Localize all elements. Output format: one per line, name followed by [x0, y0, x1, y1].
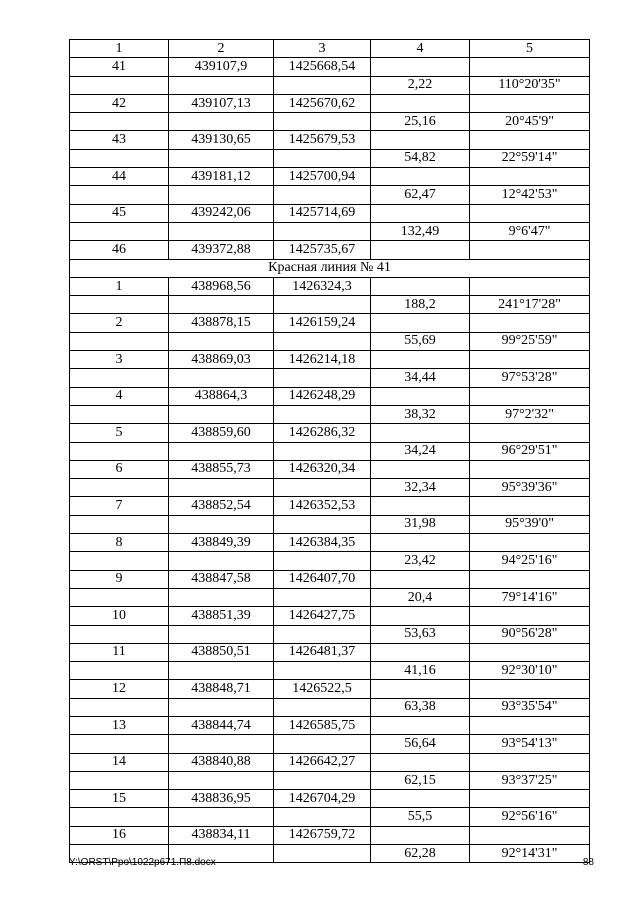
- x-coordinate-cell: 439107,9: [169, 58, 274, 76]
- x-coordinate-cell: [169, 76, 274, 94]
- y-coordinate-cell: [274, 588, 371, 606]
- x-coordinate-cell: 438851,39: [169, 607, 274, 625]
- x-coordinate-cell: [169, 149, 274, 167]
- point-number-cell: 1: [70, 277, 169, 295]
- point-number-cell: [70, 369, 169, 387]
- table-row: [70, 351, 590, 369]
- table-row: [70, 662, 590, 680]
- point-number-cell: [70, 149, 169, 167]
- x-coordinate-cell: 439372,88: [169, 241, 274, 259]
- length-cell: 25,16: [371, 113, 470, 131]
- y-coordinate-cell: [274, 771, 371, 789]
- table-row: [70, 515, 590, 533]
- length-cell: [371, 277, 470, 295]
- point-number-cell: 6: [70, 460, 169, 478]
- direction-angle-cell: 241°17'28": [470, 296, 590, 314]
- length-cell: [371, 424, 470, 442]
- length-cell: [371, 204, 470, 222]
- y-coordinate-cell: 1426248,29: [274, 387, 371, 405]
- y-coordinate-cell: 1426481,37: [274, 643, 371, 661]
- length-cell: 23,42: [371, 552, 470, 570]
- direction-angle-cell: 92°56'16": [470, 808, 590, 826]
- direction-angle-cell: 22°59'14": [470, 149, 590, 167]
- x-coordinate-cell: [169, 735, 274, 753]
- y-coordinate-cell: [274, 405, 371, 423]
- direction-angle-cell: [470, 58, 590, 76]
- table-row: [70, 204, 590, 222]
- footer-page-number: 88: [582, 857, 594, 868]
- length-cell: [371, 534, 470, 552]
- table-row: [70, 808, 590, 826]
- point-number-cell: [70, 222, 169, 240]
- x-coordinate-cell: 438968,56: [169, 277, 274, 295]
- table-row: [70, 387, 590, 405]
- x-coordinate-cell: [169, 369, 274, 387]
- direction-angle-cell: [470, 570, 590, 588]
- direction-angle-cell: 92°14'31": [470, 845, 590, 863]
- length-cell: [371, 131, 470, 149]
- table-row: [70, 241, 590, 259]
- x-coordinate-cell: 438852,54: [169, 497, 274, 515]
- x-coordinate-cell: 439242,06: [169, 204, 274, 222]
- y-coordinate-cell: 1425679,53: [274, 131, 371, 149]
- table-row: [70, 76, 590, 94]
- x-coordinate-cell: 438878,15: [169, 314, 274, 332]
- point-number-cell: [70, 515, 169, 533]
- length-cell: [371, 168, 470, 186]
- point-number-cell: 10: [70, 607, 169, 625]
- length-cell: [371, 314, 470, 332]
- direction-angle-cell: [470, 387, 590, 405]
- table-row: [70, 607, 590, 625]
- y-coordinate-cell: 1426324,3: [274, 277, 371, 295]
- point-number-cell: [70, 479, 169, 497]
- point-number-cell: 11: [70, 643, 169, 661]
- direction-angle-cell: [470, 314, 590, 332]
- point-number-cell: 43: [70, 131, 169, 149]
- direction-angle-cell: 97°53'28": [470, 369, 590, 387]
- direction-angle-cell: [470, 131, 590, 149]
- x-coordinate-cell: 439107,13: [169, 94, 274, 112]
- length-cell: 188,2: [371, 296, 470, 314]
- x-coordinate-cell: [169, 662, 274, 680]
- y-coordinate-cell: 1426286,32: [274, 424, 371, 442]
- direction-angle-cell: 99°25'59": [470, 332, 590, 350]
- y-coordinate-cell: 1425735,67: [274, 241, 371, 259]
- point-number-cell: 46: [70, 241, 169, 259]
- y-coordinate-cell: [274, 369, 371, 387]
- point-number-cell: 44: [70, 168, 169, 186]
- x-coordinate-cell: 439130,65: [169, 131, 274, 149]
- length-cell: [371, 387, 470, 405]
- direction-angle-cell: 12°42'53": [470, 186, 590, 204]
- table-row: [70, 58, 590, 76]
- table-row: [70, 680, 590, 698]
- length-cell: [371, 643, 470, 661]
- x-coordinate-cell: 438855,73: [169, 460, 274, 478]
- table-row: [70, 771, 590, 789]
- x-coordinate-cell: [169, 442, 274, 460]
- length-cell: 34,24: [371, 442, 470, 460]
- point-number-cell: 9: [70, 570, 169, 588]
- length-cell: [371, 351, 470, 369]
- x-coordinate-cell: [169, 332, 274, 350]
- y-coordinate-cell: [274, 149, 371, 167]
- direction-angle-cell: 93°35'54": [470, 698, 590, 716]
- header-cell-point: 1: [70, 40, 169, 58]
- y-coordinate-cell: [274, 296, 371, 314]
- y-coordinate-cell: 1426352,53: [274, 497, 371, 515]
- y-coordinate-cell: 1425670,62: [274, 94, 371, 112]
- y-coordinate-cell: [274, 479, 371, 497]
- length-cell: [371, 826, 470, 844]
- point-number-cell: 5: [70, 424, 169, 442]
- y-coordinate-cell: [274, 332, 371, 350]
- y-coordinate-cell: 1426585,75: [274, 716, 371, 734]
- direction-angle-cell: [470, 790, 590, 808]
- direction-angle-cell: [470, 643, 590, 661]
- direction-angle-cell: 9°6'47": [470, 222, 590, 240]
- point-number-cell: 42: [70, 94, 169, 112]
- length-cell: [371, 58, 470, 76]
- length-cell: 38,32: [371, 405, 470, 423]
- table-row: [70, 405, 590, 423]
- point-number-cell: 13: [70, 716, 169, 734]
- length-cell: 53,63: [371, 625, 470, 643]
- direction-angle-cell: 95°39'0": [470, 515, 590, 533]
- table-row: [70, 332, 590, 350]
- table-row: [70, 625, 590, 643]
- x-coordinate-cell: 438840,88: [169, 753, 274, 771]
- table-row: [70, 698, 590, 716]
- point-number-cell: [70, 76, 169, 94]
- direction-angle-cell: [470, 607, 590, 625]
- y-coordinate-cell: [274, 808, 371, 826]
- x-coordinate-cell: [169, 515, 274, 533]
- length-cell: [371, 241, 470, 259]
- y-coordinate-cell: 1426159,24: [274, 314, 371, 332]
- coordinates-table: [69, 39, 590, 863]
- length-cell: 41,16: [371, 662, 470, 680]
- length-cell: 32,34: [371, 479, 470, 497]
- table-row: [70, 424, 590, 442]
- y-coordinate-cell: [274, 113, 371, 131]
- y-coordinate-cell: 1426214,18: [274, 351, 371, 369]
- x-coordinate-cell: 438850,51: [169, 643, 274, 661]
- footer-file-path: Y:\ORST\Ppo\1022p671.П8.docx: [69, 857, 216, 868]
- length-cell: 62,28: [371, 845, 470, 863]
- header-cell-angle: 5: [470, 40, 590, 58]
- table-row: [70, 131, 590, 149]
- y-coordinate-cell: [274, 515, 371, 533]
- point-number-cell: [70, 405, 169, 423]
- y-coordinate-cell: 1425714,69: [274, 204, 371, 222]
- length-cell: 62,15: [371, 771, 470, 789]
- point-number-cell: 8: [70, 534, 169, 552]
- y-coordinate-cell: [274, 845, 371, 863]
- length-cell: 63,38: [371, 698, 470, 716]
- length-cell: 62,47: [371, 186, 470, 204]
- point-number-cell: 2: [70, 314, 169, 332]
- x-coordinate-cell: 438836,95: [169, 790, 274, 808]
- point-number-cell: 4: [70, 387, 169, 405]
- x-coordinate-cell: [169, 113, 274, 131]
- table-row: [70, 277, 590, 295]
- direction-angle-cell: [470, 460, 590, 478]
- length-cell: 56,64: [371, 735, 470, 753]
- x-coordinate-cell: [169, 222, 274, 240]
- point-number-cell: 3: [70, 351, 169, 369]
- length-cell: [371, 570, 470, 588]
- x-coordinate-cell: [169, 405, 274, 423]
- table-row: [70, 534, 590, 552]
- length-cell: 55,5: [371, 808, 470, 826]
- x-coordinate-cell: [169, 698, 274, 716]
- x-coordinate-cell: 438848,71: [169, 680, 274, 698]
- y-coordinate-cell: [274, 552, 371, 570]
- table-row: [70, 735, 590, 753]
- x-coordinate-cell: [169, 625, 274, 643]
- length-cell: [371, 753, 470, 771]
- x-coordinate-cell: [169, 479, 274, 497]
- point-number-cell: [70, 442, 169, 460]
- section-header-row: [70, 259, 590, 277]
- point-number-cell: [70, 662, 169, 680]
- length-cell: 34,44: [371, 369, 470, 387]
- x-coordinate-cell: [169, 588, 274, 606]
- direction-angle-cell: [470, 424, 590, 442]
- length-cell: [371, 607, 470, 625]
- table-row: [70, 643, 590, 661]
- point-number-cell: [70, 808, 169, 826]
- length-cell: [371, 497, 470, 515]
- length-cell: [371, 94, 470, 112]
- length-cell: 2,22: [371, 76, 470, 94]
- length-cell: 132,49: [371, 222, 470, 240]
- table-row: [70, 94, 590, 112]
- x-coordinate-cell: 438847,58: [169, 570, 274, 588]
- point-number-cell: 7: [70, 497, 169, 515]
- point-number-cell: [70, 771, 169, 789]
- direction-angle-cell: 93°54'13": [470, 735, 590, 753]
- header-cell-length: 4: [371, 40, 470, 58]
- point-number-cell: [70, 113, 169, 131]
- y-coordinate-cell: [274, 662, 371, 680]
- point-number-cell: [70, 625, 169, 643]
- table-row: [70, 296, 590, 314]
- direction-angle-cell: 94°25'16": [470, 552, 590, 570]
- direction-angle-cell: [470, 94, 590, 112]
- y-coordinate-cell: [274, 442, 371, 460]
- point-number-cell: 14: [70, 753, 169, 771]
- direction-angle-cell: 110°20'35": [470, 76, 590, 94]
- direction-angle-cell: [470, 826, 590, 844]
- y-coordinate-cell: 1426427,75: [274, 607, 371, 625]
- table-row: [70, 442, 590, 460]
- point-number-cell: [70, 588, 169, 606]
- y-coordinate-cell: 1426384,35: [274, 534, 371, 552]
- header-cell-y: 3: [274, 40, 371, 58]
- table-row: [70, 113, 590, 131]
- table-row: [70, 222, 590, 240]
- direction-angle-cell: [470, 497, 590, 515]
- table-row: [70, 753, 590, 771]
- point-number-cell: [70, 698, 169, 716]
- length-cell: 31,98: [371, 515, 470, 533]
- y-coordinate-cell: [274, 735, 371, 753]
- y-coordinate-cell: 1425668,54: [274, 58, 371, 76]
- direction-angle-cell: [470, 241, 590, 259]
- direction-angle-cell: [470, 277, 590, 295]
- point-number-cell: 15: [70, 790, 169, 808]
- point-number-cell: 16: [70, 826, 169, 844]
- table-row: [70, 570, 590, 588]
- y-coordinate-cell: [274, 76, 371, 94]
- direction-angle-cell: 97°2'32": [470, 405, 590, 423]
- table-row: [70, 588, 590, 606]
- x-coordinate-cell: [169, 808, 274, 826]
- table-row: [70, 479, 590, 497]
- x-coordinate-cell: 438834,11: [169, 826, 274, 844]
- x-coordinate-cell: 438864,3: [169, 387, 274, 405]
- x-coordinate-cell: [169, 296, 274, 314]
- point-number-cell: 41: [70, 58, 169, 76]
- direction-angle-cell: [470, 534, 590, 552]
- table-row: [70, 168, 590, 186]
- y-coordinate-cell: 1426320,34: [274, 460, 371, 478]
- point-number-cell: 45: [70, 204, 169, 222]
- table-row: [70, 314, 590, 332]
- table-row: [70, 790, 590, 808]
- point-number-cell: [70, 296, 169, 314]
- direction-angle-cell: 95°39'36": [470, 479, 590, 497]
- direction-angle-cell: [470, 351, 590, 369]
- y-coordinate-cell: [274, 625, 371, 643]
- length-cell: [371, 460, 470, 478]
- point-number-cell: 12: [70, 680, 169, 698]
- y-coordinate-cell: 1426522,5: [274, 680, 371, 698]
- table-row: [70, 149, 590, 167]
- direction-angle-cell: [470, 716, 590, 734]
- length-cell: 54,82: [371, 149, 470, 167]
- x-coordinate-cell: [169, 186, 274, 204]
- point-number-cell: [70, 186, 169, 204]
- length-cell: 20,4: [371, 588, 470, 606]
- table-row: [70, 186, 590, 204]
- direction-angle-cell: [470, 753, 590, 771]
- point-number-cell: [70, 735, 169, 753]
- table-row: [70, 460, 590, 478]
- table-header-row: [70, 40, 590, 58]
- table-row: [70, 369, 590, 387]
- table-row: [70, 826, 590, 844]
- y-coordinate-cell: 1426642,27: [274, 753, 371, 771]
- y-coordinate-cell: 1425700,94: [274, 168, 371, 186]
- direction-angle-cell: 79°14'16": [470, 588, 590, 606]
- x-coordinate-cell: 439181,12: [169, 168, 274, 186]
- x-coordinate-cell: [169, 771, 274, 789]
- point-number-cell: [70, 552, 169, 570]
- table-row: [70, 552, 590, 570]
- table-row: [70, 716, 590, 734]
- length-cell: 55,69: [371, 332, 470, 350]
- length-cell: [371, 680, 470, 698]
- x-coordinate-cell: 438859,60: [169, 424, 274, 442]
- x-coordinate-cell: 438844,74: [169, 716, 274, 734]
- table-row: [70, 497, 590, 515]
- direction-angle-cell: 96°29'51": [470, 442, 590, 460]
- direction-angle-cell: 92°30'10": [470, 662, 590, 680]
- y-coordinate-cell: 1426759,72: [274, 826, 371, 844]
- direction-angle-cell: [470, 168, 590, 186]
- y-coordinate-cell: 1426407,70: [274, 570, 371, 588]
- header-cell-x: 2: [169, 40, 274, 58]
- table-body: [70, 40, 590, 863]
- direction-angle-cell: [470, 680, 590, 698]
- length-cell: [371, 790, 470, 808]
- section-title: Красная линия № 41: [70, 259, 590, 277]
- direction-angle-cell: [470, 204, 590, 222]
- y-coordinate-cell: [274, 698, 371, 716]
- point-number-cell: [70, 332, 169, 350]
- x-coordinate-cell: 438849,39: [169, 534, 274, 552]
- y-coordinate-cell: 1426704,29: [274, 790, 371, 808]
- y-coordinate-cell: [274, 186, 371, 204]
- y-coordinate-cell: [274, 222, 371, 240]
- direction-angle-cell: 93°37'25": [470, 771, 590, 789]
- x-coordinate-cell: [169, 552, 274, 570]
- x-coordinate-cell: 438869,03: [169, 351, 274, 369]
- direction-angle-cell: 90°56'28": [470, 625, 590, 643]
- length-cell: [371, 716, 470, 734]
- direction-angle-cell: 20°45'9": [470, 113, 590, 131]
